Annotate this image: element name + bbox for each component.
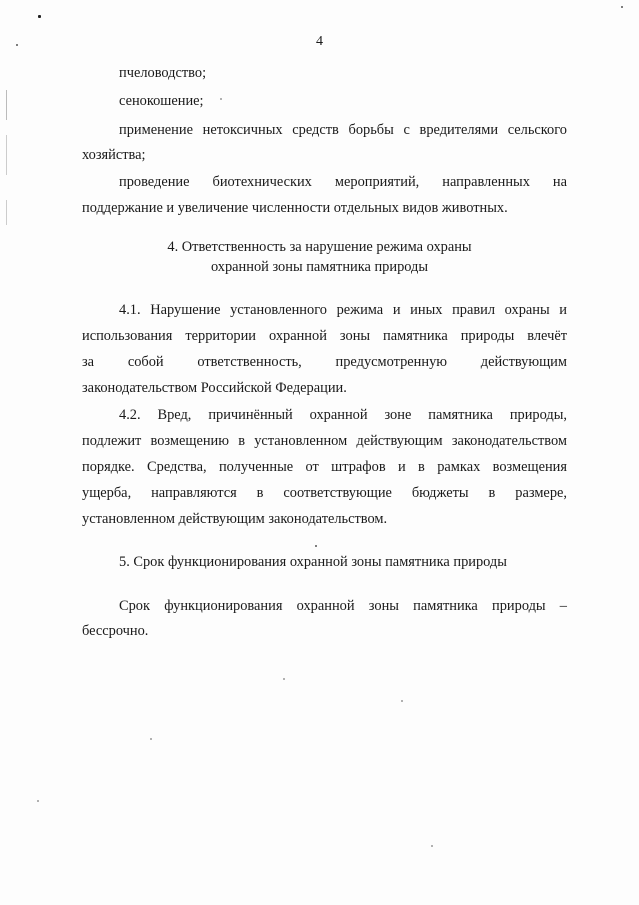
- scan-speck: [38, 15, 41, 18]
- list-item: сенокошение;: [119, 93, 204, 109]
- paragraph-line: поддержание и увеличение численности отдельных видов животных.: [82, 200, 508, 216]
- paragraph-line: применение нетоксичных средств борьбы с вредителями сельского: [119, 122, 567, 138]
- paragraph-line: использования территории охранной зоны памятника природы влечёт: [82, 328, 567, 344]
- scan-speck: [431, 845, 433, 847]
- scan-edge-mark: [6, 200, 7, 225]
- section-heading: 4. Ответственность за нарушение режима охраны: [167, 239, 472, 255]
- page-number: 4: [316, 34, 323, 49]
- paragraph-line: законодательством Российской Федерации.: [82, 380, 347, 396]
- scan-speck: [37, 800, 39, 802]
- paragraph-line: подлежит возмещению в установленном действующим законодательством: [82, 433, 567, 449]
- paragraph-line: за собой ответственность, предусмотренную действующим: [82, 354, 567, 370]
- paragraph-line: 4.1. Нарушение установленного режима и иных правил охраны и: [119, 302, 567, 318]
- scan-speck: [401, 700, 403, 702]
- scan-edge-mark: [6, 90, 7, 120]
- scan-speck: [283, 678, 285, 680]
- list-item: пчеловодство;: [119, 65, 207, 81]
- section-heading: 5. Срок функционирования охранной зоны памятника природы: [119, 554, 507, 570]
- paragraph-line: ущерба, направляются в соответствующие бюджеты в размере,: [82, 485, 567, 501]
- scan-speck: [621, 6, 623, 8]
- scan-speck: [150, 738, 152, 740]
- paragraph-line: 4.2. Вред, причинённый охранной зоне памятника природы,: [119, 407, 567, 423]
- paragraph-line: Срок функционирования охранной зоны памятника природы –: [119, 598, 567, 614]
- paragraph-line: хозяйства;: [82, 147, 146, 163]
- scan-speck: [220, 98, 222, 100]
- paragraph-line: порядке. Средства, полученные от штрафов и в рамках возмещения: [82, 459, 567, 475]
- section-heading: охранной зоны памятника природы: [210, 259, 429, 275]
- scan-speck: [315, 545, 317, 547]
- paragraph-line: проведение биотехнических мероприятий, направленных на: [119, 174, 567, 190]
- paragraph-line: установленном действующим законодательством.: [82, 511, 388, 527]
- scan-edge-mark: [6, 135, 7, 175]
- paragraph-line: бессрочно.: [82, 623, 149, 639]
